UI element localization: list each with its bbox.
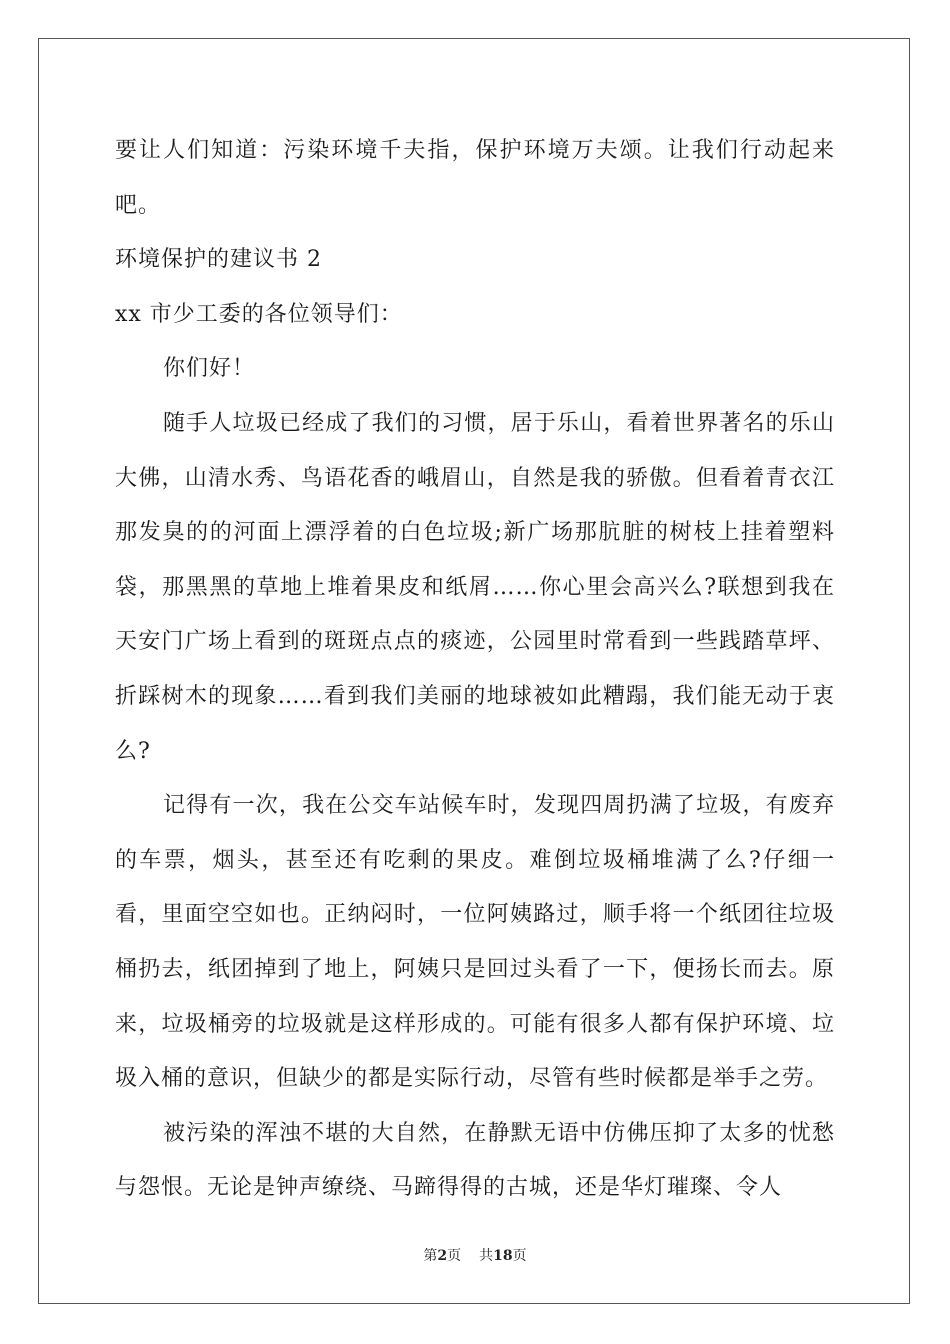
- page-footer: [0, 1246, 950, 1266]
- page-prefix: 第: [423, 1248, 438, 1264]
- greeting: 你们好！: [163, 356, 256, 382]
- paragraph-body: 随手人垃圾已经成了我们的习惯，居于乐山，看着世界著名的乐山大佛，山清水秀、鸟语花香的峨眉山，自然是我的骄傲。但看着青衣江那发臭的的河面上漂浮着的白色垃圾;新广场那肮脏的树枝上挂着塑料袋，那黑黑的草地上堆着果皮和纸屑……你心里会高兴么?联想到我在天安门广场上看到的斑斑点点的痰迹，公园里时常看到一些践踏草坪、折踩树木的现象……看到我们美丽的地球被如此糟蹋，我们能无动于衷么?: [115, 410, 835, 764]
- section-heading: 环境保护的建议书 2: [115, 247, 322, 273]
- total-prefix: 共: [479, 1248, 494, 1264]
- total-pages-label: [479, 1246, 526, 1266]
- paragraph-closing-line: 要让人们知道：污染环境千夫指，保护环境万夫颂。让我们行动起来吧。: [115, 138, 835, 218]
- current-page-number: 2: [437, 1248, 448, 1264]
- paragraph-body: 记得有一次，我在公交车站候车时，发现四周扔满了垃圾，有废弃的车票，烟头，甚至还有吃剩的果皮。难倒垃圾桶堆满了么?仔细一看，里面空空如也。正纳闷时，一位阿姨路过，顺手将一个纸团往垃圾桶扔去，纸团掉到了地上，阿姨只是回过头看了一下，便扬长而去。原来，垃圾桶旁的垃圾就是这样形成的。可能有很多人都有保护环境、垃圾入桶的意识，但缺少的都是实际行动，尽管有些时候都是举手之劳。: [115, 793, 835, 1092]
- paragraph-body: 被污染的浑浊不堪的大自然，在静默无语中仿佛压抑了太多的忧愁与怨恨。无论是钟声缭绕、马蹄得得的古城，还是华灯璀璨、令人: [115, 1120, 835, 1201]
- page-number-label: [423, 1246, 461, 1266]
- page-suffix: 页: [447, 1248, 462, 1264]
- salutation: xx 市少工委的各位领导们：: [115, 301, 403, 327]
- document-body: [115, 124, 835, 1216]
- total-suffix: 页: [512, 1248, 527, 1264]
- total-pages-number: 18: [493, 1248, 513, 1264]
